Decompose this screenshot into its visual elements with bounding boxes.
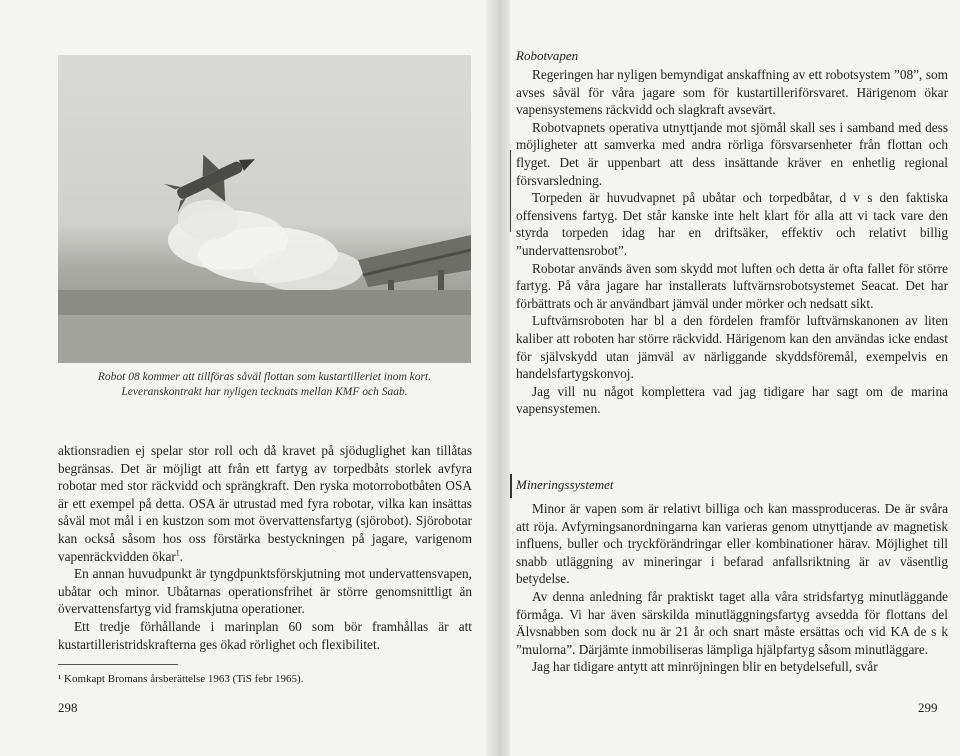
caption-line: Leveranskontrakt har nyligen tecknats mellan KMF och Saab.	[121, 386, 408, 398]
left-body-text	[58, 442, 472, 653]
paragraph: Torpeden är huvudvapnet på ubåtar och torpedbåtar, d v s den faktiska offensivens fartyg. Det står kanske inte helt klart för alla att vi tack vare den styrda torpeden idag har en driftsäker, effektiv och relativt billig ”undervattensrobot”.	[516, 190, 948, 258]
photo-caption	[58, 370, 471, 400]
footnote: ¹ Komkapt Bromans årsberättelse 1963 (TiS febr 1965).	[58, 673, 304, 685]
footnote-marker: 1	[175, 548, 180, 558]
right-body-text-2	[516, 500, 948, 676]
paragraph	[58, 442, 472, 565]
missile-launch-illustration	[58, 55, 471, 363]
section-heading: Mineringssystemet	[516, 477, 614, 492]
paragraph: En annan huvudpunkt är tyngdpunktsförskjutning mot undervattensvapen, ubåtar och minor. Ubåtarnas operationsfrihet är större genomsnittligt än övervattensfartyg vid framskjutna operationer.	[58, 566, 472, 617]
paragraph-end: .	[179, 548, 184, 564]
paragraph: Av denna anledning får praktiskt taget alla våra stridsfartyg minutläggande förmåga. Vi har även särskilda minutläggningsfartyg avsedda för flottans del Älvsnabben som dock nu är 21 år och snart måste ersättas och vid KA de s k ”mulorna”. Därjämte inmobiliseras lämpliga hjälpfartyg såsom minutläggare.	[516, 588, 948, 657]
paragraph: Jag vill nu något komplettera vad jag tidigare har sagt om de marina vapensystemen.	[516, 383, 948, 417]
section-heading: Robotvapen	[516, 48, 579, 63]
margin-bar	[510, 474, 512, 498]
paragraph-text: aktionsradien ej spelar stor roll och då kravet på sjöduglighet kan tillåtas begränsas. Det är möjligt att från ett fartyg av torpedbåts storlek avfyra robotar med stor räckvidd och sprängkraft. Den ryska motorrobotbåten OSA är ett exempel på detta. OSA är utrustad med fyra robotar, vilka kan insättas såväl mot mål i en kustzon som mot övervattensfartyg (sjörobot). Sjörobotar kan också såsom hos oss förstärka bestyckningen på jagare, varigenom vapenräckvidden ökar	[58, 443, 472, 564]
footnote-rule	[58, 664, 178, 665]
margin-bar	[510, 150, 511, 232]
paragraph: Luftvärnsroboten har bl a den fördelen framför luftvärnskanonen av liten kaliber att roboten har större räckvidd. Härigenom kan den användas icke endast för självskydd utan jämväl av närliggande skyddsföremål, exempelvis en handelsfartygskonvoj.	[516, 313, 948, 382]
paragraph: Robotar används även som skydd mot luften och detta är ofta fallet för större fartyg. På våra jagare har installerats luftvärnsrobotsystemet Seacat. Det har förbättrats och är användbart jämväl under mörker och nedsatt sikt.	[516, 260, 948, 311]
paragraph: Ett tredje förhållande i marinplan 60 som bör framhållas är att kustartilleristridskrafterna ges ökad rörlighet och flexibilitet.	[58, 618, 472, 652]
book-gutter	[486, 0, 510, 756]
page-number: 298	[58, 700, 78, 715]
paragraph: Jag har tidigare antytt att minröjningen blir en betydelsefull, svår	[532, 659, 878, 675]
paragraph: Regeringen har nyligen bemyndigat anskaffning av ett robotsystem ”08”, som avses såväl för våra jagare som för kustartilleriförsvaret. Härigenom ökar vapensystemens räckvidd och slagkraft avsevärt.	[516, 67, 948, 118]
page-number: 299	[918, 700, 938, 715]
missile-launch-photo	[58, 55, 471, 363]
caption-line: Robot 08 kommer att tillföras såväl flottan som kustartilleriet inom kort.	[97, 371, 432, 383]
right-page	[510, 0, 960, 756]
right-body-text-1	[516, 66, 948, 418]
paragraph: Robotvapnets operativa utnyttjande mot sjömål skall ses i samband med dess möjligheter att samverka med andra rörliga försvarsenheter från flottan och flyget. Det är uppenbart att dess insättande kräver en enhetlig regional försvarsledning.	[516, 119, 948, 188]
paragraph: Minor är vapen som är relativt billiga och kan massproduceras. De är svåra att röja. Avfyrningsanordningarna kan varieras genom utnyttjande av magnetisk influens, buller och tryckförändringar eller kombinationer härav. Möjlighet till snabb utläggning av mineringar i befarad anfallsriktning är av väsentlig betydelse.	[516, 501, 948, 587]
